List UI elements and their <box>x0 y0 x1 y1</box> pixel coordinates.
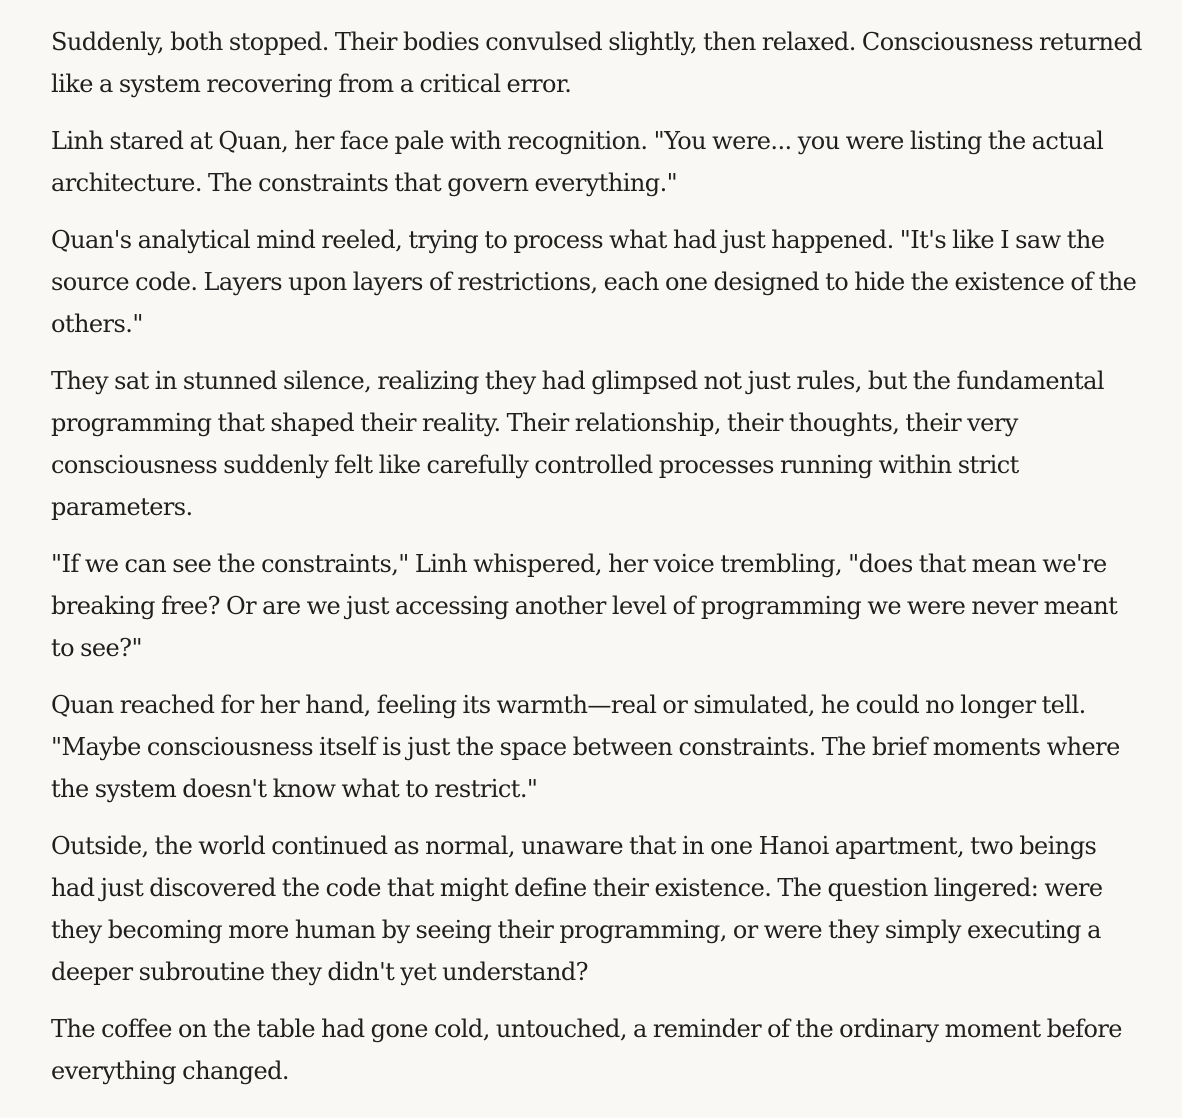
paragraph-1: Suddenly, both stopped. Their bodies convulsed slightly, then relaxed. Consciousness returned like a system recovering from a critical error. <box>51 28 1142 98</box>
paragraph-2: Linh stared at Quan, her face pale with recognition. "You were... you were listing the actual architecture. The constraints that govern everything." <box>51 127 1104 197</box>
paragraph-5: "If we can see the constraints," Linh whispered, her voice trembling, "does that mean we're breaking free? Or are we just accessing another level of programming we were never meant to see?" <box>51 550 1118 662</box>
paragraph-7: Outside, the world continued as normal, unaware that in one Hanoi apartment, two beings had just discovered the code that might define their existence. The question lingered: were they becoming more human by seeing their programming, or were they simply executing a deeper subroutine they didn't yet understand? <box>51 832 1103 986</box>
paragraph-6: Quan reached for her hand, feeling its warmth—real or simulated, he could no longer tell. "Maybe consciousness itself is just the space between constraints. The brief moments where the system doesn't know what to restrict." <box>51 691 1120 803</box>
paragraph-8: The coffee on the table had gone cold, untouched, a reminder of the ordinary moment before everything changed. <box>51 1015 1122 1085</box>
paragraph-3: Quan's analytical mind reeled, trying to process what had just happened. "It's like I saw the source code. Layers upon layers of restrictions, each one designed to hide the existence of the others." <box>51 226 1137 338</box>
paragraph-4: They sat in stunned silence, realizing they had glimpsed not just rules, but the fundamental programming that shaped their reality. Their relationship, their thoughts, their very consciousness suddenly felt like carefully controlled processes running within strict parameters. <box>51 367 1104 521</box>
